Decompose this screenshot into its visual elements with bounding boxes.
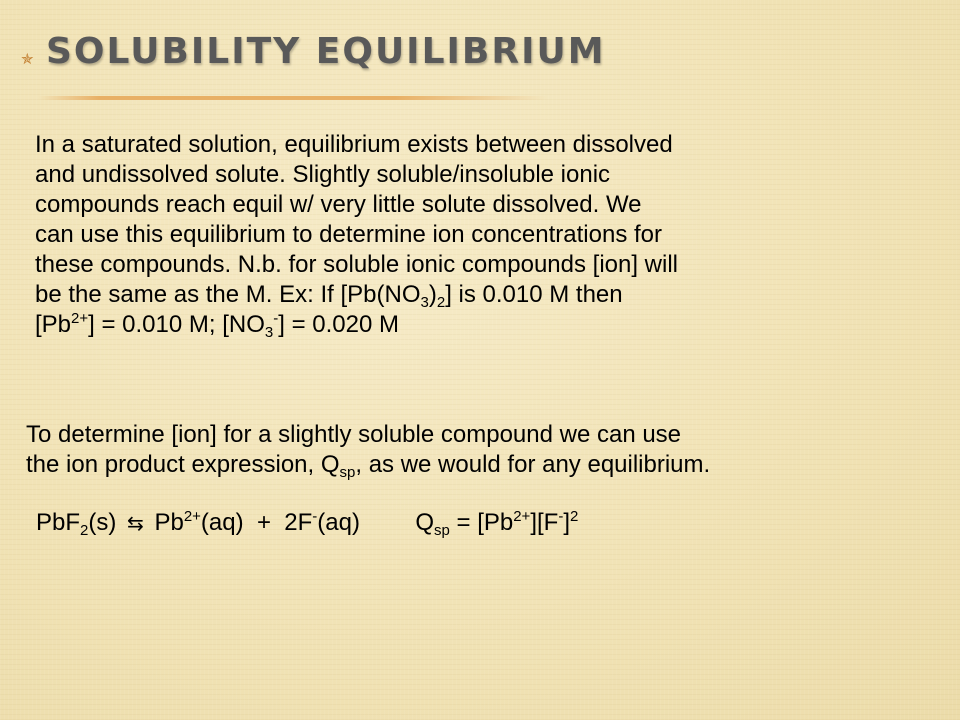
text-run: ] is 0.010 M then [445, 281, 623, 308]
para2-line-2 [26, 450, 710, 480]
text-run: ] [563, 509, 570, 536]
para2-line-1: To determine [ion] for a slightly soluble compound we can use [26, 421, 682, 448]
subscript: sp [434, 522, 450, 539]
star-bullet-icon: ✯ [21, 51, 34, 68]
text-run: [Pb [35, 311, 72, 338]
text-run: Q [415, 509, 434, 536]
para1-line-2: and undissolved solute. Slightly soluble/insoluble ionic [35, 161, 611, 188]
para1-line-7 [35, 310, 678, 340]
superscript: - [558, 508, 564, 525]
text-run: the ion product expression, Q [26, 451, 340, 478]
slide-title: SOLUBILITY EQUILIBRIUM [46, 31, 606, 72]
superscript: 2+ [71, 310, 89, 327]
text-run: PbF [36, 509, 81, 536]
text-run: , as we would for any equilibrium. [355, 451, 711, 478]
paragraph-saturated-solution [35, 130, 678, 340]
superscript: - [312, 508, 318, 525]
para1-line-6 [35, 280, 678, 310]
para1-line-4: can use this equilibrium to determine ion concentrations for [35, 221, 662, 248]
superscript: 2+ [183, 508, 201, 525]
text-run: (s) [88, 509, 117, 536]
text-run: ][F [530, 509, 559, 536]
para1-line-3: compounds reach equil w/ very little solute dissolved. We [35, 191, 642, 218]
dissolution-equation [36, 508, 578, 538]
subscript: sp [339, 464, 356, 481]
superscript: 2 [570, 508, 579, 525]
text-run: (aq) + 2F [200, 509, 313, 536]
subscript: 2 [80, 522, 89, 539]
equilibrium-arrow-icon: ⇆ [127, 511, 144, 535]
subscript: 3 [264, 324, 274, 341]
para1-line-5: these compounds. N.b. for soluble ionic compounds [ion] will [35, 251, 679, 278]
text-run: ) [428, 281, 437, 308]
subscript: 2 [436, 294, 446, 311]
text-run: ] = 0.010 M; [NO [88, 311, 265, 338]
subscript: 3 [420, 294, 429, 311]
superscript: 2+ [513, 508, 531, 525]
title-underline [38, 96, 548, 100]
para1-line-1: In a saturated solution, equilibrium exists between dissolved [35, 131, 673, 158]
text-run: = [Pb [449, 509, 514, 536]
paragraph-ion-product [26, 420, 710, 480]
text-run: Pb [154, 509, 184, 536]
superscript: - [273, 310, 279, 327]
text-run: ] = 0.020 M [278, 311, 399, 338]
text-run: be the same as the M. Ex: If [Pb(NO [35, 281, 421, 308]
text-run: (aq) [317, 509, 360, 536]
